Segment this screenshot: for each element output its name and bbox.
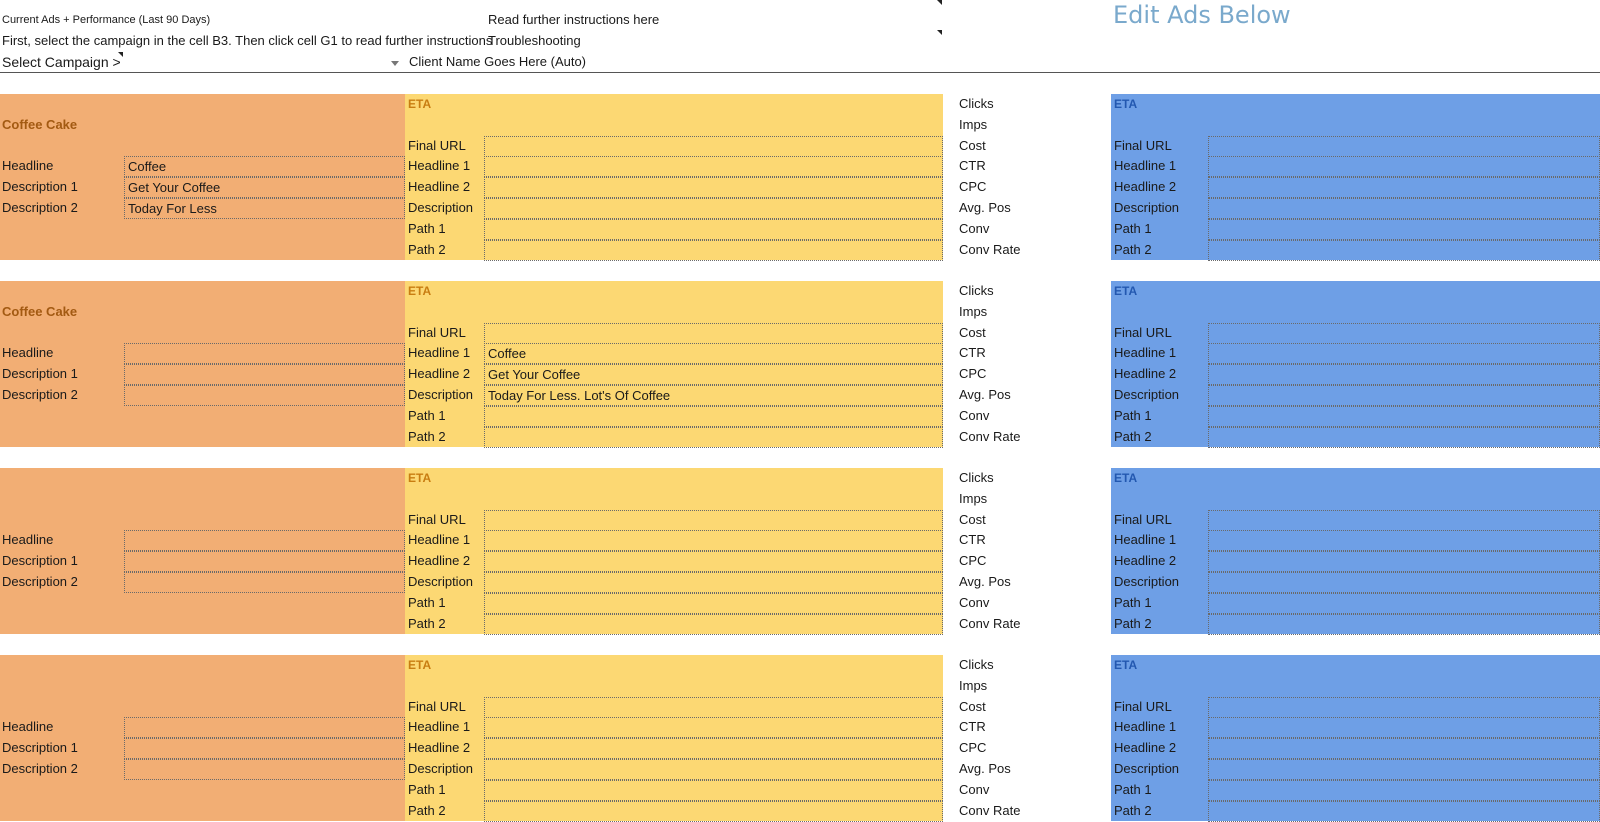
eta-field[interactable]: [484, 510, 943, 531]
metric-label: Imps: [959, 677, 988, 693]
text-ad-label: Description 2: [2, 761, 78, 776]
eta-field[interactable]: Coffee: [484, 343, 943, 364]
eta-field-label: Path 1: [408, 220, 446, 236]
metric-label: Cost: [959, 137, 986, 153]
eta-edit-field-label: Path 1: [1114, 220, 1152, 236]
eta-edit-label: ETA: [1114, 471, 1138, 485]
eta-edit-field-label: Headline 1: [1114, 158, 1177, 174]
text-ad-field[interactable]: [124, 572, 405, 593]
eta-edit-field[interactable]: [1208, 219, 1600, 240]
text-ad-field[interactable]: [124, 385, 405, 406]
eta-field-label: Description: [408, 574, 474, 589]
eta-field-label: Headline 2: [408, 366, 471, 382]
eta-field-label: Headline 2: [408, 179, 471, 195]
eta-edit-field-label: Headline 2: [1114, 740, 1177, 756]
instructions-link[interactable]: Read further instructions here: [488, 12, 660, 27]
eta-field[interactable]: [484, 198, 943, 219]
eta-field[interactable]: [484, 614, 943, 635]
eta-field-label: Headline 1: [408, 158, 471, 174]
comment-marker-icon: [937, 0, 942, 5]
eta-field[interactable]: [484, 427, 943, 448]
eta-edit-field-label: Headline 1: [1114, 345, 1177, 361]
eta-field[interactable]: [484, 551, 943, 572]
text-ad-field[interactable]: [124, 364, 405, 385]
eta-edit-field-label: Final URL: [1114, 511, 1172, 527]
eta-field-label: Path 2: [408, 802, 446, 818]
text-ad-field[interactable]: [124, 551, 405, 572]
eta-field-label: Path 2: [408, 241, 446, 257]
metric-label: Cost: [959, 324, 986, 340]
metric-label: CPC: [959, 179, 987, 195]
eta-label: ETA: [408, 97, 432, 111]
eta-field[interactable]: [484, 323, 943, 344]
eta-edit-field-label: Path 2: [1114, 802, 1152, 818]
eta-edit-field[interactable]: [1208, 240, 1600, 261]
eta-edit-field-label: Description: [1114, 200, 1180, 215]
eta-edit-field-label: Headline 1: [1114, 719, 1177, 735]
campaign-name: Coffee Cake: [2, 116, 78, 132]
eta-edit-field[interactable]: [1208, 780, 1600, 801]
eta-edit-field[interactable]: [1208, 136, 1600, 157]
eta-edit-field[interactable]: [1208, 510, 1600, 531]
eta-field[interactable]: [484, 240, 943, 261]
text-ad-label: Description 1: [2, 553, 78, 569]
eta-edit-field-label: Headline 1: [1114, 532, 1177, 548]
metric-label: Clicks: [959, 283, 994, 298]
eta-field-label: Headline 1: [408, 719, 471, 735]
eta-edit-field-label: Description: [1114, 387, 1180, 402]
edit-ads-title: Edit Ads Below: [1113, 1, 1291, 29]
metric-label: CTR: [959, 345, 986, 361]
eta-edit-field[interactable]: [1208, 551, 1600, 572]
eta-field-label: Headline 1: [408, 532, 471, 548]
metric-label: Avg. Pos: [959, 387, 1011, 402]
eta-field[interactable]: [484, 780, 943, 801]
text-ad-label: Headline: [2, 158, 54, 174]
eta-edit-field-label: Path 1: [1114, 594, 1152, 610]
eta-edit-field[interactable]: [1208, 614, 1600, 635]
eta-edit-field-label: Headline 2: [1114, 553, 1177, 569]
eta-edit-field-label: Headline 2: [1114, 366, 1177, 382]
eta-field[interactable]: [484, 177, 943, 198]
comment-marker-icon: [118, 52, 123, 57]
metric-label: CTR: [959, 532, 986, 548]
text-ad-label: Description 2: [2, 574, 78, 589]
eta-field-label: Final URL: [408, 324, 466, 340]
text-ad-label: Description 2: [2, 200, 78, 215]
eta-edit-field[interactable]: [1208, 343, 1600, 364]
metric-label: CPC: [959, 366, 987, 382]
sheet-title: Current Ads + Performance (Last 90 Days): [2, 14, 211, 26]
eta-edit-field-label: Final URL: [1114, 698, 1172, 714]
step-instructions: First, select the campaign in the cell B3. Then click cell G1 to read further instructions: [2, 33, 493, 48]
eta-field[interactable]: [484, 219, 943, 240]
eta-field[interactable]: [484, 572, 943, 593]
metric-label: Clicks: [959, 470, 994, 485]
eta-field[interactable]: [484, 738, 943, 759]
eta-field-label: Path 1: [408, 594, 446, 610]
eta-edit-field-label: Final URL: [1114, 324, 1172, 340]
text-ad-label: Headline: [2, 532, 54, 548]
metric-label: Imps: [959, 116, 988, 132]
metric-label: Avg. Pos: [959, 574, 1011, 589]
eta-edit-field[interactable]: [1208, 801, 1600, 822]
metric-label: Conv: [959, 781, 990, 797]
metric-label: Imps: [959, 490, 988, 506]
eta-edit-field[interactable]: [1208, 593, 1600, 614]
eta-field-label: Path 2: [408, 428, 446, 444]
eta-edit-field-label: Headline 2: [1114, 179, 1177, 195]
eta-edit-field[interactable]: [1208, 406, 1600, 427]
metric-label: Conv: [959, 594, 990, 610]
metric-label: CTR: [959, 158, 986, 174]
eta-field-label: Final URL: [408, 511, 466, 527]
campaign-name: Coffee Cake: [2, 303, 78, 319]
client-name: Client Name Goes Here (Auto): [409, 54, 587, 69]
eta-field-label: Path 1: [408, 407, 446, 423]
eta-label: ETA: [408, 471, 432, 485]
eta-field-label: Headline 1: [408, 345, 471, 361]
eta-edit-field-label: Path 2: [1114, 241, 1152, 257]
metric-label: Conv: [959, 407, 990, 423]
text-ad-label: Description 1: [2, 366, 78, 382]
eta-edit-field[interactable]: [1208, 738, 1600, 759]
eta-edit-field-label: Description: [1114, 761, 1180, 776]
eta-edit-field[interactable]: [1208, 177, 1600, 198]
metric-label: CPC: [959, 553, 987, 569]
eta-field[interactable]: [484, 759, 943, 780]
eta-edit-label: ETA: [1114, 97, 1138, 111]
eta-label: ETA: [408, 658, 432, 672]
eta-edit-field[interactable]: [1208, 717, 1600, 738]
metric-label: Conv Rate: [959, 615, 1021, 631]
metric-label: Conv Rate: [959, 428, 1021, 444]
eta-field-label: Final URL: [408, 137, 466, 153]
text-ad-label: Headline: [2, 719, 54, 735]
eta-field-label: Description: [408, 761, 474, 776]
text-ad-field[interactable]: [124, 738, 405, 759]
metric-label: Cost: [959, 698, 986, 714]
eta-edit-field[interactable]: [1208, 759, 1600, 780]
eta-edit-field[interactable]: [1208, 427, 1600, 448]
eta-field[interactable]: [484, 717, 943, 738]
eta-field-label: Description: [408, 387, 474, 402]
text-ad-field[interactable]: [124, 343, 405, 364]
metric-label: CPC: [959, 740, 987, 756]
eta-field[interactable]: [484, 593, 943, 614]
text-ad-label: Description 1: [2, 740, 78, 756]
metric-label: CTR: [959, 719, 986, 735]
text-ad-field[interactable]: Today For Less: [124, 198, 405, 219]
eta-field-label: Path 2: [408, 615, 446, 631]
eta-field-label: Headline 2: [408, 553, 471, 569]
text-ad-field[interactable]: Coffee: [124, 156, 405, 177]
header-divider: [0, 72, 1600, 73]
metric-label: Conv Rate: [959, 241, 1021, 257]
eta-edit-field[interactable]: [1208, 198, 1600, 219]
eta-field[interactable]: [484, 136, 943, 157]
eta-edit-label: ETA: [1114, 284, 1138, 298]
eta-field-label: Description: [408, 200, 474, 215]
eta-edit-field[interactable]: [1208, 156, 1600, 177]
metric-label: Avg. Pos: [959, 200, 1011, 215]
eta-edit-field[interactable]: [1208, 572, 1600, 593]
eta-field[interactable]: [484, 801, 943, 822]
eta-edit-field-label: Path 2: [1114, 615, 1152, 631]
text-ad-label: Headline: [2, 345, 54, 361]
comment-marker-icon: [937, 30, 942, 35]
metric-label: Clicks: [959, 96, 994, 111]
eta-edit-field-label: Final URL: [1114, 137, 1172, 153]
metric-label: Cost: [959, 511, 986, 527]
metric-label: Conv: [959, 220, 990, 236]
eta-label: ETA: [408, 284, 432, 298]
eta-edit-label: ETA: [1114, 658, 1138, 672]
eta-field[interactable]: Today For Less. Lot's Of Coffee: [484, 385, 943, 406]
eta-field-label: Path 1: [408, 781, 446, 797]
eta-field[interactable]: Get Your Coffee: [484, 364, 943, 385]
eta-field[interactable]: [484, 697, 943, 718]
troubleshooting-link[interactable]: Troubleshooting: [488, 33, 581, 48]
text-ad-label: Description 2: [2, 387, 78, 402]
eta-field[interactable]: [484, 406, 943, 427]
text-ad-field[interactable]: Get Your Coffee: [124, 177, 405, 198]
metric-label: Conv Rate: [959, 802, 1021, 818]
eta-edit-field-label: Path 1: [1114, 407, 1152, 423]
eta-field-label: Final URL: [408, 698, 466, 714]
eta-edit-field[interactable]: [1208, 530, 1600, 551]
eta-edit-field[interactable]: [1208, 323, 1600, 344]
eta-edit-field-label: Path 2: [1114, 428, 1152, 444]
eta-field[interactable]: [484, 156, 943, 177]
metric-label: Imps: [959, 303, 988, 319]
text-ad-label: Description 1: [2, 179, 78, 195]
eta-field-label: Headline 2: [408, 740, 471, 756]
eta-edit-field-label: Path 1: [1114, 781, 1152, 797]
text-ad-field[interactable]: [124, 717, 405, 738]
text-ad-field[interactable]: [124, 530, 405, 551]
select-campaign-label: Select Campaign >: [2, 54, 121, 70]
campaign-dropdown-arrow-icon[interactable]: [391, 61, 399, 66]
eta-edit-field[interactable]: [1208, 697, 1600, 718]
eta-edit-field-label: Description: [1114, 574, 1180, 589]
eta-edit-field[interactable]: [1208, 385, 1600, 406]
eta-edit-field[interactable]: [1208, 364, 1600, 385]
eta-field[interactable]: [484, 530, 943, 551]
metric-label: Avg. Pos: [959, 761, 1011, 776]
metric-label: Clicks: [959, 657, 994, 672]
text-ad-field[interactable]: [124, 759, 405, 780]
